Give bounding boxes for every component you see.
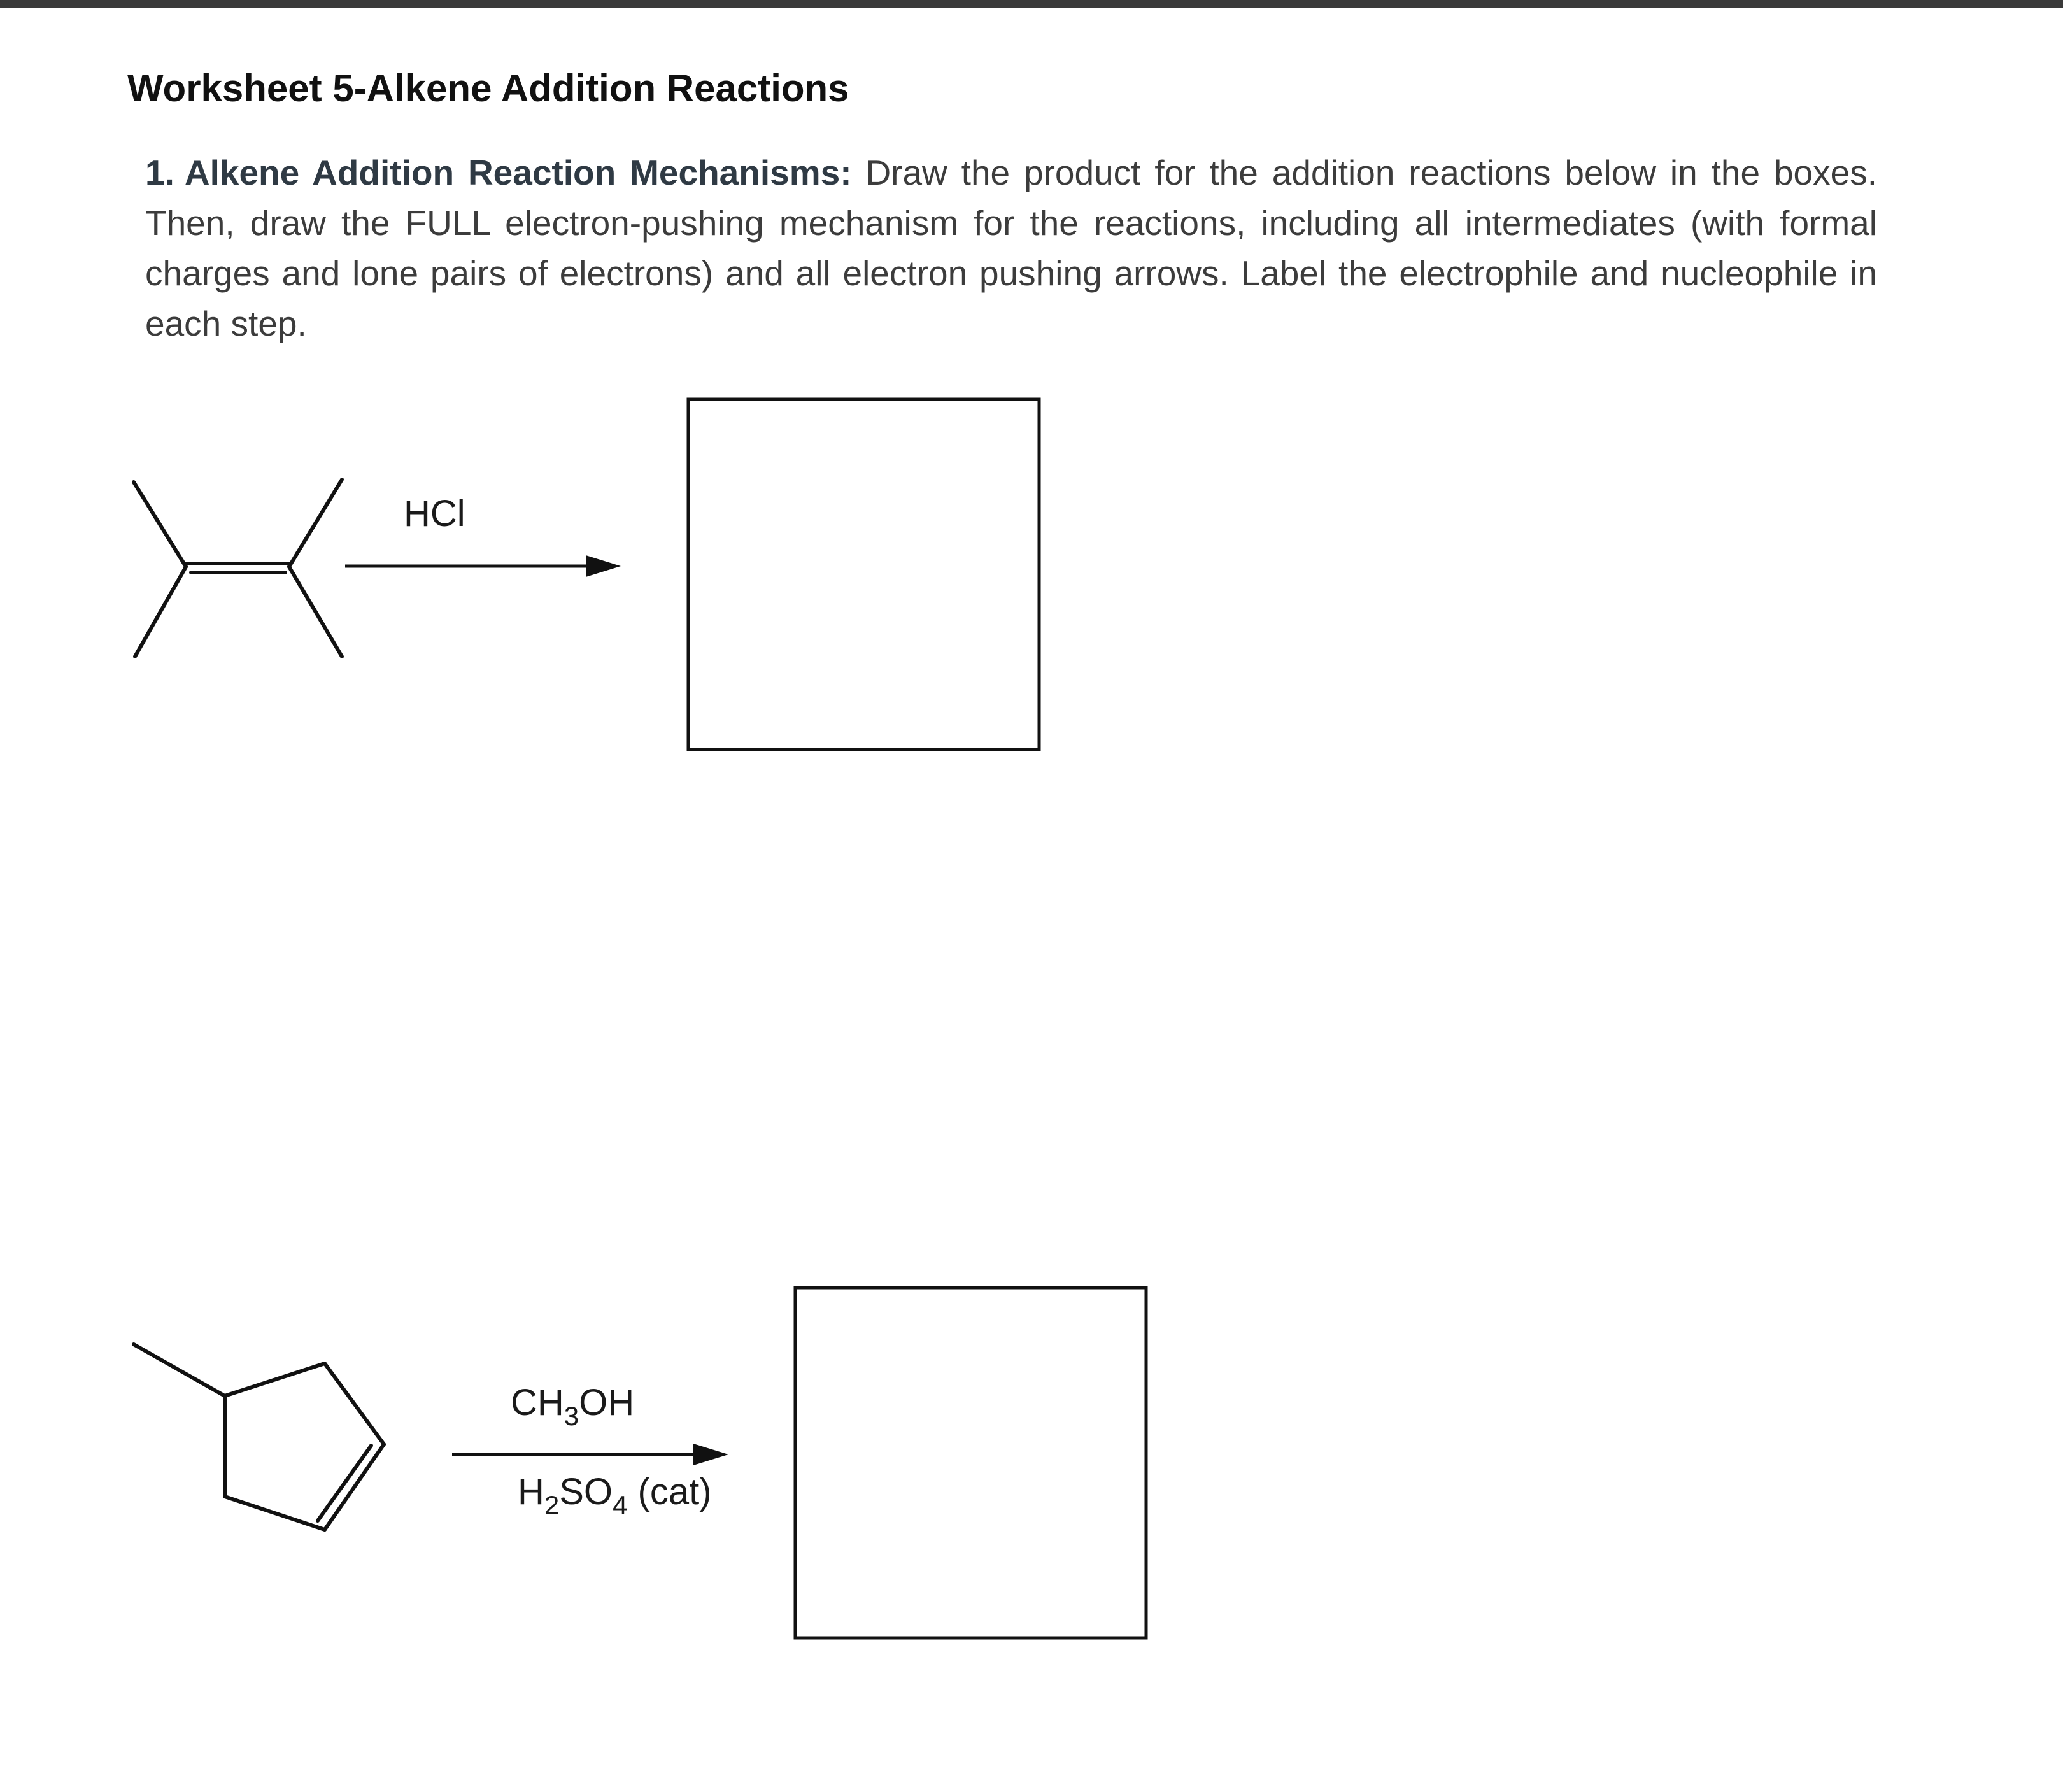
worksheet-title: Worksheet 5-Alkene Addition Reactions <box>127 67 849 110</box>
reagent-methanol: $CH_3OH$ <box>511 1382 635 1431</box>
alkene-tetramethylethylene <box>134 480 342 657</box>
question-number: 1. <box>145 153 174 192</box>
reaction-arrow-1 <box>345 555 621 577</box>
product-answer-box-2[interactable] <box>795 1288 1146 1638</box>
reaction-2 <box>134 1288 1146 1638</box>
product-answer-box-1[interactable] <box>688 399 1039 750</box>
reaction-arrow-2 <box>452 1444 728 1465</box>
reaction-1 <box>134 399 1039 750</box>
reagent-hcl: HCl <box>404 493 465 534</box>
question-heading: Alkene Addition Reaction Mechanisms: <box>184 153 852 192</box>
question-instructions: Draw the product for the addition reactions below in the boxes. Then, draw the FULL electron-pushing mechanism for the reactions, including all intermediates (with formal charges and lone pairs of electrons) and all electron pushing arrows. Label the electrophile and nucleophile in each step. <box>145 153 1877 343</box>
reagent-sulfuric-acid-catalyst: $H_2SO_4$ (cat) <box>518 1471 712 1520</box>
alkene-3-methylcyclopentene <box>134 1344 384 1530</box>
